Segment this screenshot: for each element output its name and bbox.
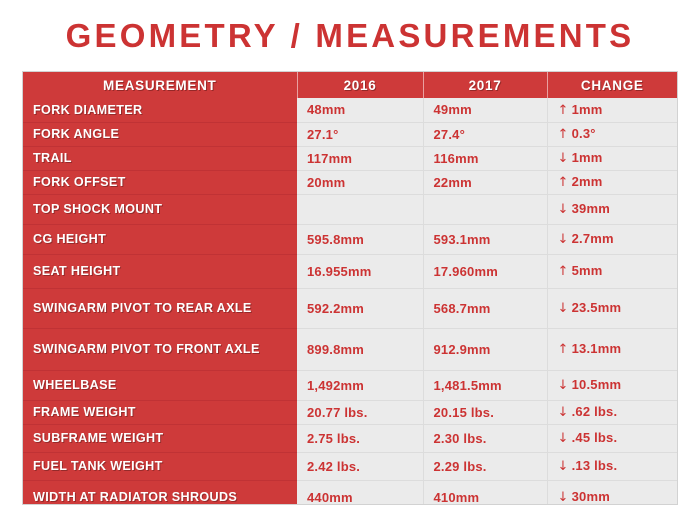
row-label: FORK ANGLE (23, 122, 297, 146)
cell-change (547, 122, 677, 146)
table-row (23, 400, 677, 424)
row-label: FORK OFFSET (23, 170, 297, 194)
table-body (23, 98, 677, 505)
table-row (23, 254, 677, 288)
cell-change (547, 400, 677, 424)
cell-2017: 568.7mm (423, 288, 547, 328)
column-header-2016: 2016 (297, 72, 423, 98)
cell-change (547, 146, 677, 170)
table-row (23, 328, 677, 370)
arrow-up-icon: ↑ (557, 102, 569, 118)
row-label: WHEELBASE (23, 370, 297, 400)
cell-2017: 1,481.5mm (423, 370, 547, 400)
cell-2017 (423, 194, 547, 224)
page-title: GEOMETRY / MEASUREMENTS (65, 17, 635, 54)
cell-2017: 20.15 lbs. (423, 400, 547, 424)
change-value: .62 lbs. (571, 404, 618, 419)
cell-2016: 20.77 lbs. (297, 400, 423, 424)
cell-2016 (297, 194, 423, 224)
table-header (23, 72, 677, 98)
cell-change (547, 224, 677, 254)
change-value: 0.3° (571, 126, 596, 141)
cell-change (547, 288, 677, 328)
cell-2017: 912.9mm (423, 328, 547, 370)
cell-2016: 2.42 lbs. (297, 452, 423, 480)
table-header-row (23, 72, 677, 98)
row-label: SWINGARM PIVOT TO REAR AXLE (23, 288, 297, 328)
change-value: 1mm (571, 101, 603, 117)
row-label: FUEL TANK WEIGHT (23, 452, 297, 480)
column-header-2017: 2017 (423, 72, 547, 98)
cell-2016: 592.2mm (297, 288, 423, 328)
cell-change (547, 480, 677, 505)
arrow-down-icon: ↓ (557, 151, 569, 166)
arrow-up-icon: ↑ (557, 264, 569, 279)
arrow-down-icon: ↓ (557, 459, 569, 474)
cell-2016: 2.75 lbs. (297, 424, 423, 452)
table-row (23, 370, 677, 400)
cell-2016: 48mm (297, 98, 423, 122)
table-row (23, 480, 677, 505)
cell-change (547, 328, 677, 370)
table-row (23, 170, 677, 194)
arrow-down-icon: ↓ (557, 431, 569, 446)
row-label: CG HEIGHT (23, 224, 297, 254)
arrow-up-icon: ↑ (557, 175, 569, 190)
arrow-down-icon: ↓ (557, 490, 569, 505)
cell-change (547, 194, 677, 224)
geometry-table-container (22, 71, 678, 505)
table-row (23, 424, 677, 452)
table-row (23, 452, 677, 480)
row-label: SWINGARM PIVOT TO FRONT AXLE (23, 328, 297, 370)
row-label: TRAIL (23, 146, 297, 170)
table-row (23, 122, 677, 146)
cell-change (547, 98, 677, 122)
cell-2017: 22mm (423, 170, 547, 194)
arrow-up-icon: ↑ (557, 342, 569, 357)
cell-change (547, 170, 677, 194)
geometry-table (23, 72, 677, 505)
cell-2017: 593.1mm (423, 224, 547, 254)
row-label: SUBFRAME WEIGHT (23, 424, 297, 452)
cell-2016: 27.1° (297, 122, 423, 146)
cell-2016: 20mm (297, 170, 423, 194)
cell-2017: 27.4° (423, 122, 547, 146)
change-value: 2.7mm (571, 231, 614, 246)
column-header-measurement: MEASUREMENT (23, 72, 297, 98)
table-row (23, 146, 677, 170)
change-value: 23.5mm (571, 300, 622, 315)
change-value: 30mm (571, 489, 610, 505)
table-row (23, 194, 677, 224)
arrow-down-icon: ↓ (557, 405, 569, 420)
cell-2017: 17.960mm (423, 254, 547, 288)
cell-change (547, 452, 677, 480)
arrow-down-icon: ↓ (557, 232, 569, 247)
row-label: FORK DIAMETER (23, 98, 297, 122)
cell-2017: 116mm (423, 146, 547, 170)
cell-2017: 49mm (423, 98, 547, 122)
change-value: 2mm (571, 174, 603, 189)
table-row (23, 98, 677, 122)
cell-2016: 16.955mm (297, 254, 423, 288)
cell-2017: 410mm (423, 480, 547, 505)
cell-2016: 899.8mm (297, 328, 423, 370)
cell-2017: 2.29 lbs. (423, 452, 547, 480)
change-value: 10.5mm (571, 377, 622, 392)
cell-change (547, 424, 677, 452)
change-value: 39mm (571, 201, 610, 216)
change-value: .13 lbs. (571, 458, 618, 473)
change-value: 5mm (571, 263, 603, 278)
table-row (23, 288, 677, 328)
change-value: 1mm (571, 150, 603, 165)
cell-2016: 117mm (297, 146, 423, 170)
change-value: .45 lbs. (571, 430, 618, 445)
table-row (23, 224, 677, 254)
arrow-up-icon: ↑ (557, 127, 569, 142)
cell-2016: 440mm (297, 480, 423, 505)
change-value: 13.1mm (571, 341, 622, 356)
arrow-down-icon: ↓ (557, 301, 569, 316)
arrow-down-icon: ↓ (557, 378, 569, 393)
row-label: SEAT HEIGHT (23, 254, 297, 288)
cell-change (547, 254, 677, 288)
row-label: TOP SHOCK MOUNT (23, 194, 297, 224)
row-label: WIDTH AT RADIATOR SHROUDS (23, 480, 297, 505)
row-label: FRAME WEIGHT (23, 400, 297, 424)
column-header-change: CHANGE (547, 72, 677, 98)
cell-change (547, 370, 677, 400)
arrow-down-icon: ↓ (557, 202, 569, 217)
cell-2017: 2.30 lbs. (423, 424, 547, 452)
cell-2016: 1,492mm (297, 370, 423, 400)
cell-2016: 595.8mm (297, 224, 423, 254)
